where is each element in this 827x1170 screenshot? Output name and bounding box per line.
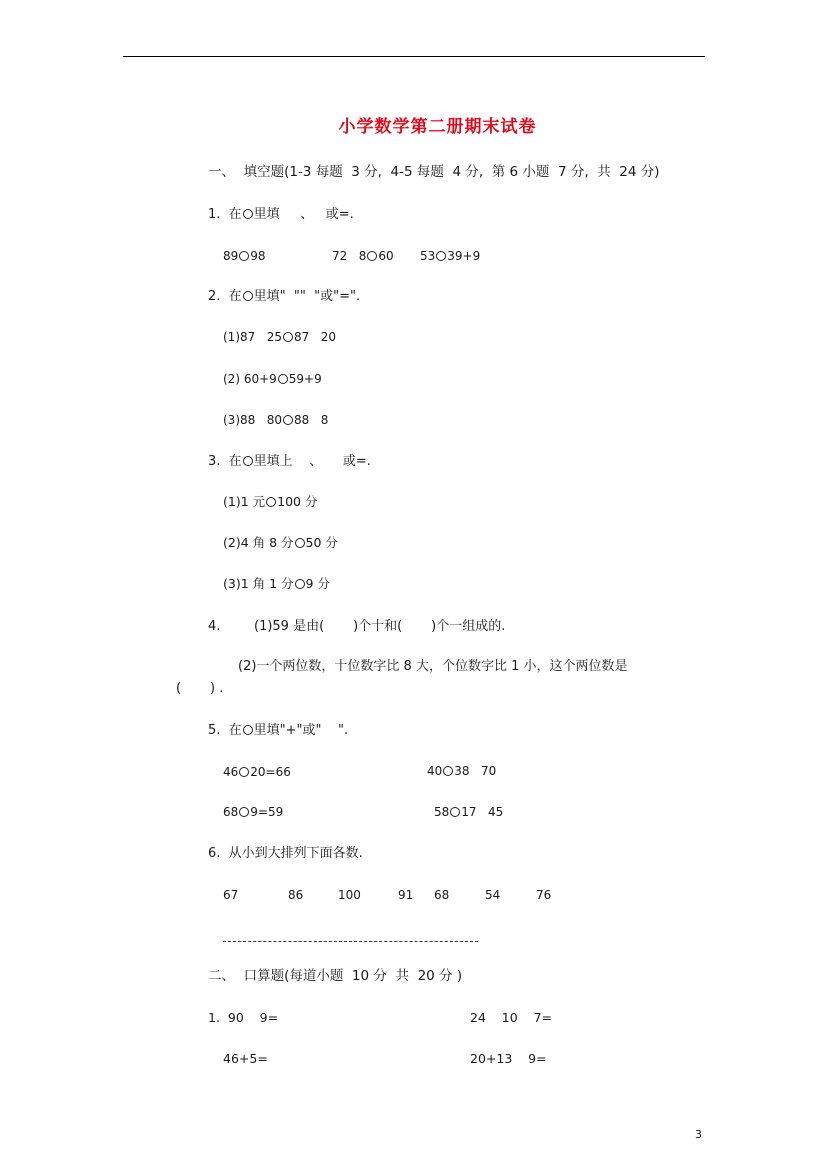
circle-icon [239, 767, 249, 777]
q1-item-3 [420, 250, 480, 262]
q1-item-1-right: 98 [250, 249, 266, 263]
q3-row-1 [223, 496, 317, 509]
q2-row-3 [223, 414, 328, 426]
q1-stem [208, 208, 354, 221]
circle-icon [295, 579, 305, 589]
circle-icon [436, 251, 446, 261]
q6-number: 76 [536, 888, 552, 902]
circle-icon [243, 209, 253, 219]
q6-number: 67 [223, 888, 239, 902]
circle-icon [450, 807, 460, 817]
q3-row-3-right: 9 分 [305, 576, 330, 591]
circle-icon [239, 807, 249, 817]
q5-item-b1-left: 68 [223, 805, 239, 819]
q5-item-a2-left: 40 [427, 764, 443, 778]
q4-part-2: (2)一个两位数，十位数字比 8 大，个位数字比 1 小，这个两位数是 [238, 659, 628, 674]
oral-calc-item: 46+5= [223, 1051, 268, 1066]
q2-row-1 [223, 331, 336, 343]
q6-number: 100 [338, 888, 361, 902]
q4-part-1: (1)59 是由( )个十和( )个一组成的. [254, 619, 506, 634]
q4-part-2-cont: ( ) . [176, 681, 224, 696]
oral-calc-item: 24 10 7= [470, 1010, 553, 1025]
q3-row-2-right: 50 分 [305, 535, 338, 550]
q3-stem [208, 455, 371, 468]
q3-row-3-left: (3)1 角 1 分 [223, 576, 294, 591]
oral-calc-item: 20+13 9= [470, 1051, 547, 1066]
q5-item-a2 [427, 765, 496, 777]
q3-row-2 [223, 537, 338, 550]
page-title: 小学数学第二册期末试卷 [338, 117, 537, 137]
q5-item-b2-right: 17 45 [461, 805, 504, 819]
q1-item-3-left: 53 [420, 249, 436, 263]
q2-row-1-left: (1)87 25 [223, 330, 282, 344]
q1-item-2-left: 72 8 [332, 249, 367, 263]
q2-row-3-left: (3)88 80 [223, 413, 282, 427]
circle-icon [278, 374, 288, 384]
q1-item-2 [332, 250, 394, 262]
q3-stem-a: 3. 在 [208, 454, 242, 469]
circle-icon [283, 415, 293, 425]
q2-row-2-left: (2) 60+9 [223, 372, 277, 386]
q6-answer-line [223, 941, 478, 942]
circle-icon [367, 251, 377, 261]
circle-icon [239, 251, 249, 261]
q5-stem-b: 里填"+"或" ". [253, 723, 349, 738]
circle-icon [283, 332, 293, 342]
q6-number: 68 [434, 888, 450, 902]
q5-item-a1 [223, 766, 291, 778]
q5-stem-a: 5. 在 [208, 723, 242, 738]
q1-item-3-right: 39+9 [447, 249, 481, 263]
q1-item-1-left: 89 [223, 249, 239, 263]
q1-item-1 [223, 250, 266, 262]
q2-row-1-right: 87 20 [293, 330, 336, 344]
circle-icon [243, 725, 253, 735]
q5-item-b2-left: 58 [434, 805, 450, 819]
q5-item-a2-right: 38 70 [454, 764, 497, 778]
q6-stem: 6. 从小到大排列下面各数. [208, 846, 363, 861]
q6-number: 91 [398, 888, 414, 902]
q6-number: 86 [288, 888, 304, 902]
circle-icon [443, 766, 453, 776]
q5-item-b2 [434, 806, 503, 818]
q2-row-2 [223, 373, 322, 385]
q2-stem [208, 290, 360, 303]
q2-row-2-right: 59+9 [288, 372, 322, 386]
q6-number: 54 [485, 888, 501, 902]
q1-stem-a: 1. 在 [208, 207, 242, 222]
q5-item-a1-left: 46 [223, 765, 239, 779]
circle-icon [295, 538, 305, 548]
page-number: 3 [695, 1128, 702, 1141]
q5-item-a1-right: 20=66 [250, 765, 291, 779]
q3-stem-b: 里填上 、 或=. [253, 454, 371, 469]
q4-number: 4. [208, 619, 221, 634]
q1-stem-b: 里填 、 或=. [253, 207, 354, 222]
circle-icon [243, 456, 253, 466]
oral-calc-item: 1. 90 9= [208, 1010, 279, 1025]
q3-row-1-left: (1)1 元 [223, 494, 266, 509]
q3-row-3 [223, 578, 330, 591]
q5-stem [208, 724, 348, 737]
circle-icon [266, 497, 276, 507]
q3-row-1-right: 100 分 [277, 494, 318, 509]
q2-stem-a: 2. 在 [208, 289, 242, 304]
section2-heading: 二、 口算题(每道小题 10 分 共 20 分 ) [208, 968, 463, 984]
q3-row-2-left: (2)4 角 8 分 [223, 535, 294, 550]
q2-stem-b: 里填" "" "或"=". [253, 289, 361, 304]
section1-heading: 一、 填空题(1-3 每题 3 分, 4-5 每题 4 分, 第 6 小题 7 分, 共 24 分) [208, 164, 660, 180]
q1-item-2-right: 60 [378, 249, 394, 263]
q5-item-b1 [223, 806, 283, 818]
circle-icon [243, 291, 253, 301]
q2-row-3-right: 88 8 [293, 413, 329, 427]
q5-item-b1-right: 9=59 [250, 805, 284, 819]
header-rule [123, 56, 705, 57]
